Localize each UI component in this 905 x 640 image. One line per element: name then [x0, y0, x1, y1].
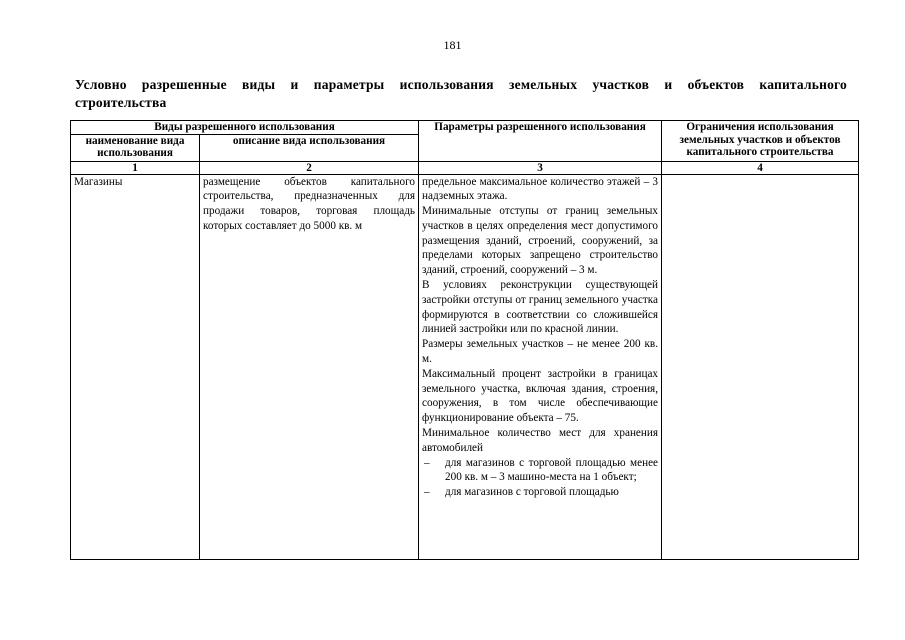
- use-description-cell: размещение объектов капитального строительства, предназначенных для продажи товаров, торговая площадь которых составляет до 5000 кв. м: [200, 174, 419, 559]
- header-use-name: наименование вида использования: [71, 134, 200, 161]
- use-name-cell: Магазины: [71, 174, 200, 559]
- page-title: Условно разрешенные виды и параметры использования земельных участков и объектов капитального строительства: [75, 77, 847, 110]
- dash-bullet: –: [424, 456, 430, 469]
- table-header-row: [71, 121, 859, 135]
- parameter-paragraph: Минимальные отступы от границ земельных участков в целях определения мест допустимого размещения зданий, строений, сооружений, за пределами которых запрещено строительство зданий, строений, сооружений – 3 м.: [422, 205, 659, 277]
- parameters-cell: [419, 174, 662, 559]
- dash-bullet: –: [424, 486, 430, 499]
- column-number: 2: [200, 161, 419, 174]
- parameter-paragraph: В условиях реконструкции существующей застройки отступы от границ земельного участка формируются в соответствии со сложившейся линией застройки или по красной линии.: [422, 279, 659, 336]
- column-number: 4: [662, 161, 859, 174]
- list-item-text: для магазинов с торговой площадью менее 200 кв. м – 3 машино-места на 1 объект;: [445, 456, 659, 484]
- list-item: [422, 456, 658, 486]
- table-row: [71, 174, 859, 559]
- header-use-description: описание вида использования: [200, 134, 419, 161]
- parameter-paragraph: предельное максимальное количество этажей – 3 надземных этажа.: [422, 175, 659, 203]
- column-number: 3: [419, 161, 662, 174]
- parameter-paragraph: Максимальный процент застройки в границах земельного участка, включая здания, строения, сооружения, в том числе обеспечивающие функционирование объекта – 75.: [422, 367, 659, 425]
- list-item-text: для магазинов с торговой площадью: [445, 486, 619, 499]
- page-number: 181: [443, 38, 462, 52]
- column-numbers-row: [71, 161, 859, 174]
- restrictions-cell: [662, 174, 859, 559]
- column-number: 1: [71, 161, 200, 174]
- header-permitted-uses-group: Виды разрешенного использования: [71, 121, 419, 135]
- parameter-paragraph: Минимальное количество мест для хранения автомобилей: [422, 427, 659, 454]
- parameter-paragraph: Размеры земельных участков – не менее 200 кв. м.: [422, 338, 659, 366]
- parking-requirements-list: [422, 456, 658, 500]
- list-item: [422, 485, 658, 500]
- header-restrictions: Ограничения использования земельных участков и объектов капитального строительства: [662, 121, 859, 162]
- regulations-table: [70, 120, 859, 560]
- header-parameters: Параметры разрешенного использования: [419, 121, 662, 162]
